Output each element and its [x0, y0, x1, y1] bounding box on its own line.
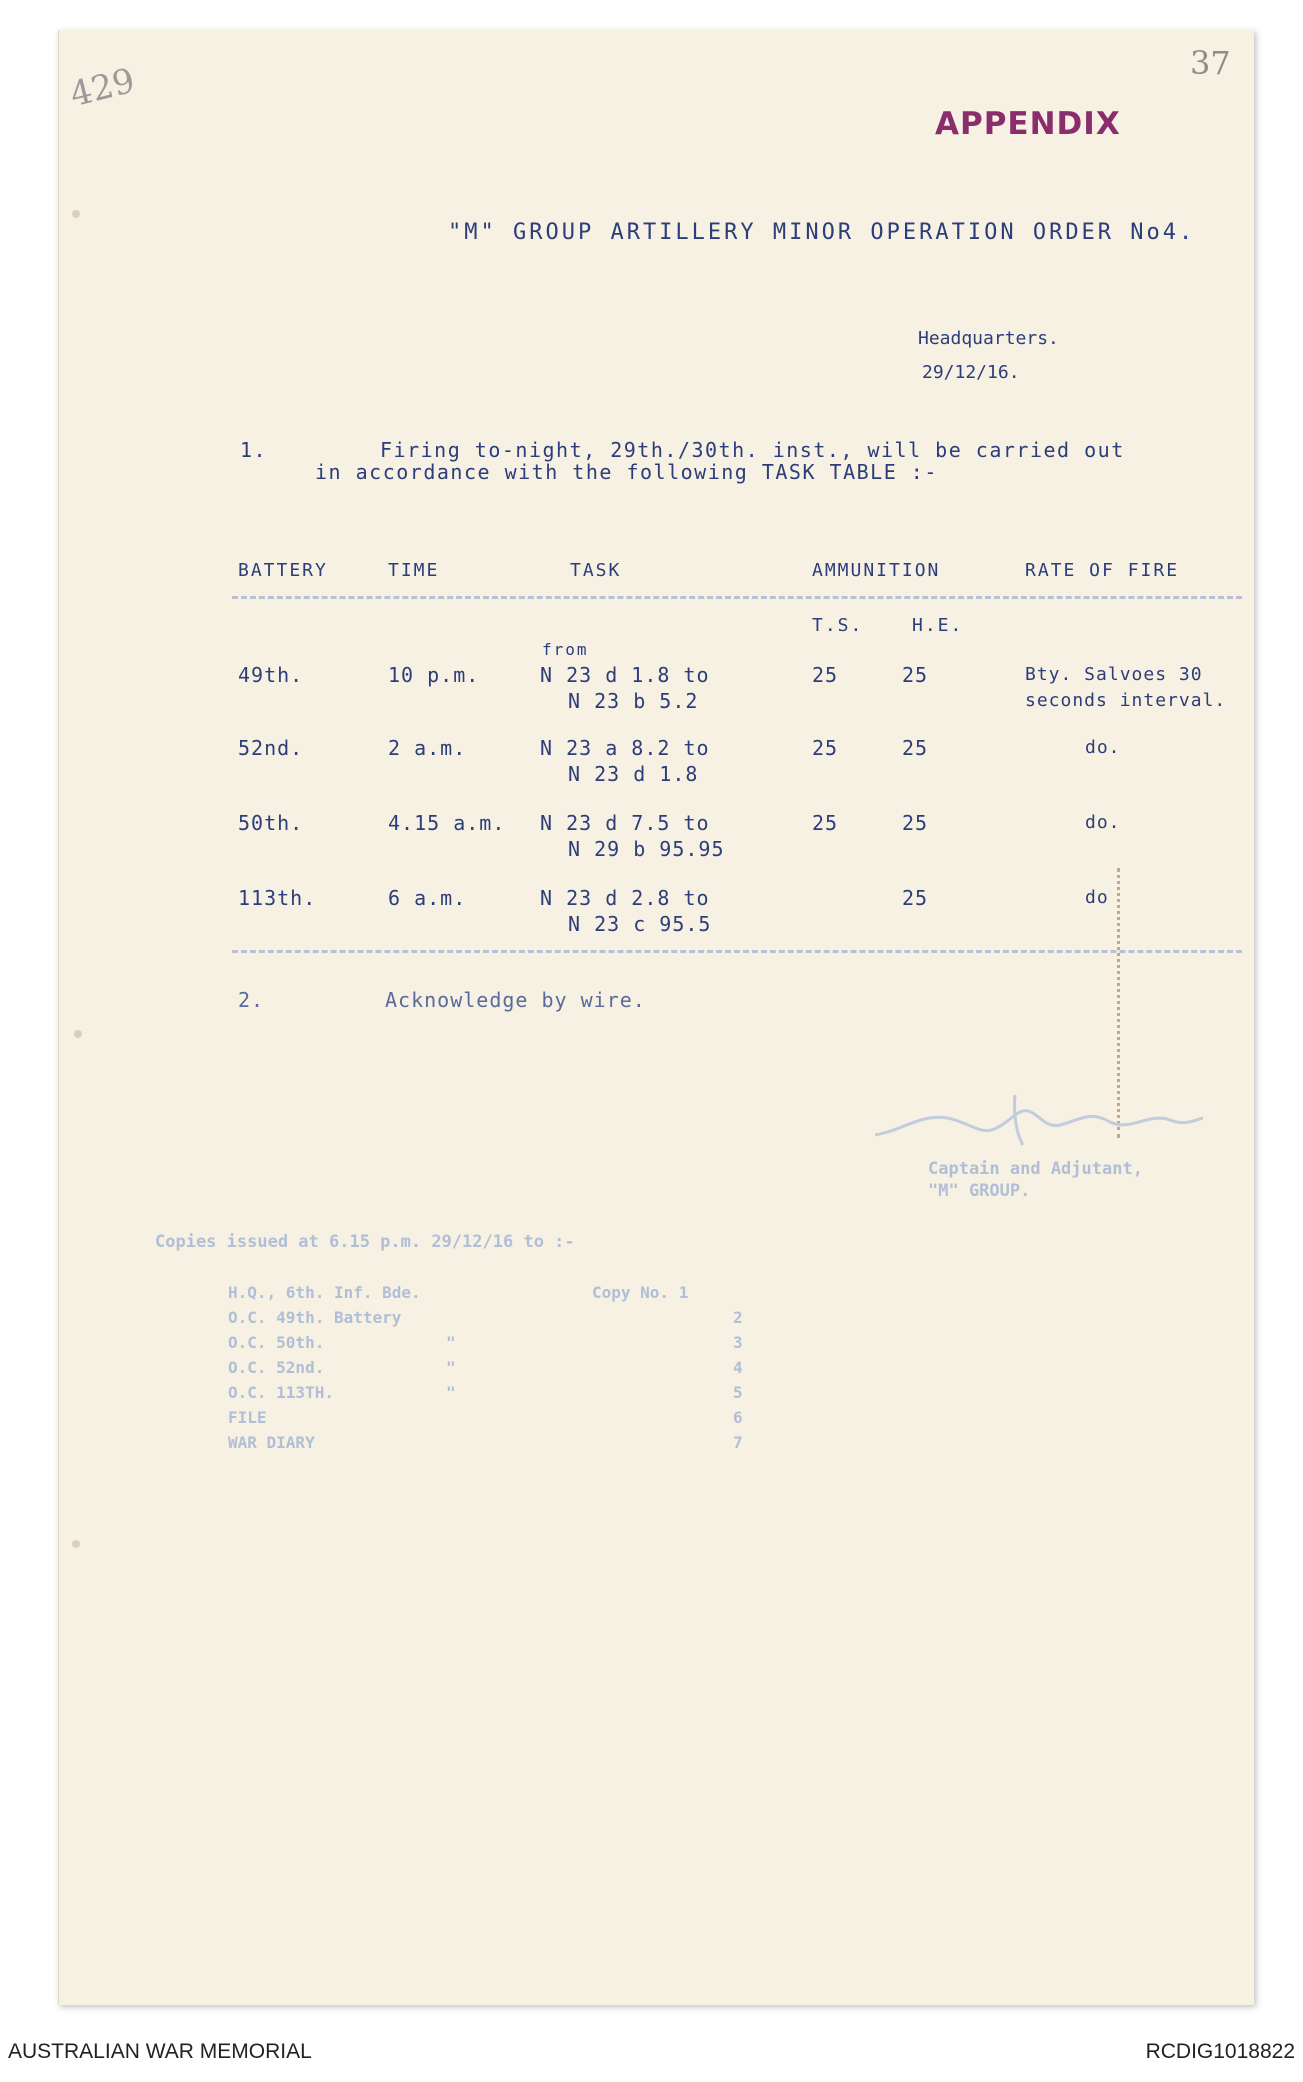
ts-cell: 25 [812, 663, 839, 687]
punch-hole [72, 1540, 80, 1548]
rate-line: Bty. Salvoes 30 [1025, 664, 1203, 685]
signature-line: Captain and Adjutant, [928, 1159, 1143, 1179]
ditto-mark: " [446, 1383, 456, 1402]
task-line: N 23 d 1.8 to [540, 663, 710, 687]
paragraph-line: Firing to-night, 29th./30th. inst., will be carried out [380, 438, 1125, 462]
he-cell: 25 [902, 663, 929, 687]
appendix-stamp: APPENDIX [935, 106, 1121, 142]
rate-cell: do. [1085, 812, 1121, 833]
folio-number-right: 37 [1190, 44, 1231, 82]
signature-line: "M" GROUP. [928, 1181, 1031, 1201]
task-line: N 23 b 5.2 [568, 689, 699, 713]
recipient: H.Q., 6th. Inf. Bde. [228, 1283, 421, 1302]
document-page [58, 30, 1254, 2005]
paragraph-line: in accordance with the following TASK TABLE :- [315, 460, 938, 484]
rate-cell: do [1085, 887, 1109, 908]
he-cell: 25 [902, 886, 929, 910]
task-line: N 29 b 95.95 [568, 837, 725, 861]
task-cell [540, 662, 710, 714]
folio-number-left: 429 [66, 60, 139, 116]
task-line: N 23 a 8.2 to [540, 736, 710, 760]
battery-cell: 49th. [238, 663, 304, 687]
header-battery: BATTERY [238, 560, 328, 581]
copy-number: 4 [733, 1358, 743, 1377]
table-divider [232, 596, 1242, 599]
he-cell: 25 [902, 736, 929, 760]
header-time: TIME [388, 560, 440, 581]
recipient: WAR DIARY [228, 1433, 315, 1452]
headquarters-date: 29/12/16. [922, 362, 1020, 383]
punch-hole [74, 1030, 82, 1038]
subheader-he: H.E. [912, 615, 964, 636]
time-cell: 6 a.m. [388, 886, 467, 910]
recipient: FILE [228, 1408, 267, 1427]
header-rate-of-fire: RATE OF FIRE [1025, 560, 1180, 581]
task-cell [540, 810, 725, 862]
copy-number: 5 [733, 1383, 743, 1402]
header-task: TASK [570, 560, 622, 581]
recipient: O.C. 50th. [228, 1333, 325, 1352]
copy-number: 3 [733, 1333, 743, 1352]
task-from-label: from [542, 640, 589, 659]
headquarters-label: Headquarters. [918, 328, 1059, 349]
ditto-mark: " [446, 1333, 456, 1352]
task-cell [540, 885, 711, 937]
task-line: N 23 d 1.8 [568, 762, 699, 786]
copy-number: 6 [733, 1408, 743, 1427]
recipient: O.C. 113TH. [228, 1383, 334, 1402]
battery-cell: 113th. [238, 886, 317, 910]
paragraph-2-text: Acknowledge by wire. [385, 988, 646, 1012]
he-cell: 25 [902, 811, 929, 835]
rate-cell [1025, 662, 1226, 714]
copy-label: Copy No. 1 [592, 1283, 689, 1302]
paragraph-number: 2. [238, 988, 265, 1012]
ditto-mark: " [446, 1358, 456, 1377]
footer-record-id: RCDIG1018822 [1145, 2040, 1295, 2063]
ts-cell: 25 [812, 811, 839, 835]
task-line: N 23 c 95.5 [568, 912, 712, 936]
order-title: "M" GROUP ARTILLERY MINOR OPERATION ORDER No4. [448, 220, 1196, 245]
punch-hole [72, 210, 80, 218]
rate-line: seconds interval. [1025, 690, 1227, 711]
signature [865, 1090, 1205, 1150]
time-cell: 10 p.m. [388, 663, 480, 687]
time-cell: 2 a.m. [388, 736, 467, 760]
header-ammunition: AMMUNITION [812, 560, 941, 581]
footer-institution: AUSTRALIAN WAR MEMORIAL [8, 2040, 312, 2063]
table-divider [232, 950, 1242, 953]
ts-cell: 25 [812, 736, 839, 760]
rate-cell: do. [1085, 737, 1121, 758]
copy-number: 7 [733, 1433, 743, 1452]
recipient: O.C. 52nd. [228, 1358, 325, 1377]
time-cell: 4.15 a.m. [388, 811, 506, 835]
battery-cell: 50th. [238, 811, 304, 835]
copy-number: 2 [733, 1308, 743, 1327]
headquarters-block [918, 322, 1059, 390]
battery-cell: 52nd. [238, 736, 304, 760]
recipient: O.C. 49th. Battery [228, 1308, 402, 1327]
paragraph-number: 1. [240, 438, 268, 462]
signature-title [928, 1158, 1143, 1202]
task-cell [540, 735, 710, 787]
subheader-ts: T.S. [812, 615, 864, 636]
copies-header: Copies issued at 6.15 p.m. 29/12/16 to :- [155, 1232, 575, 1252]
task-line: N 23 d 7.5 to [540, 811, 710, 835]
task-line: N 23 d 2.8 to [540, 886, 710, 910]
